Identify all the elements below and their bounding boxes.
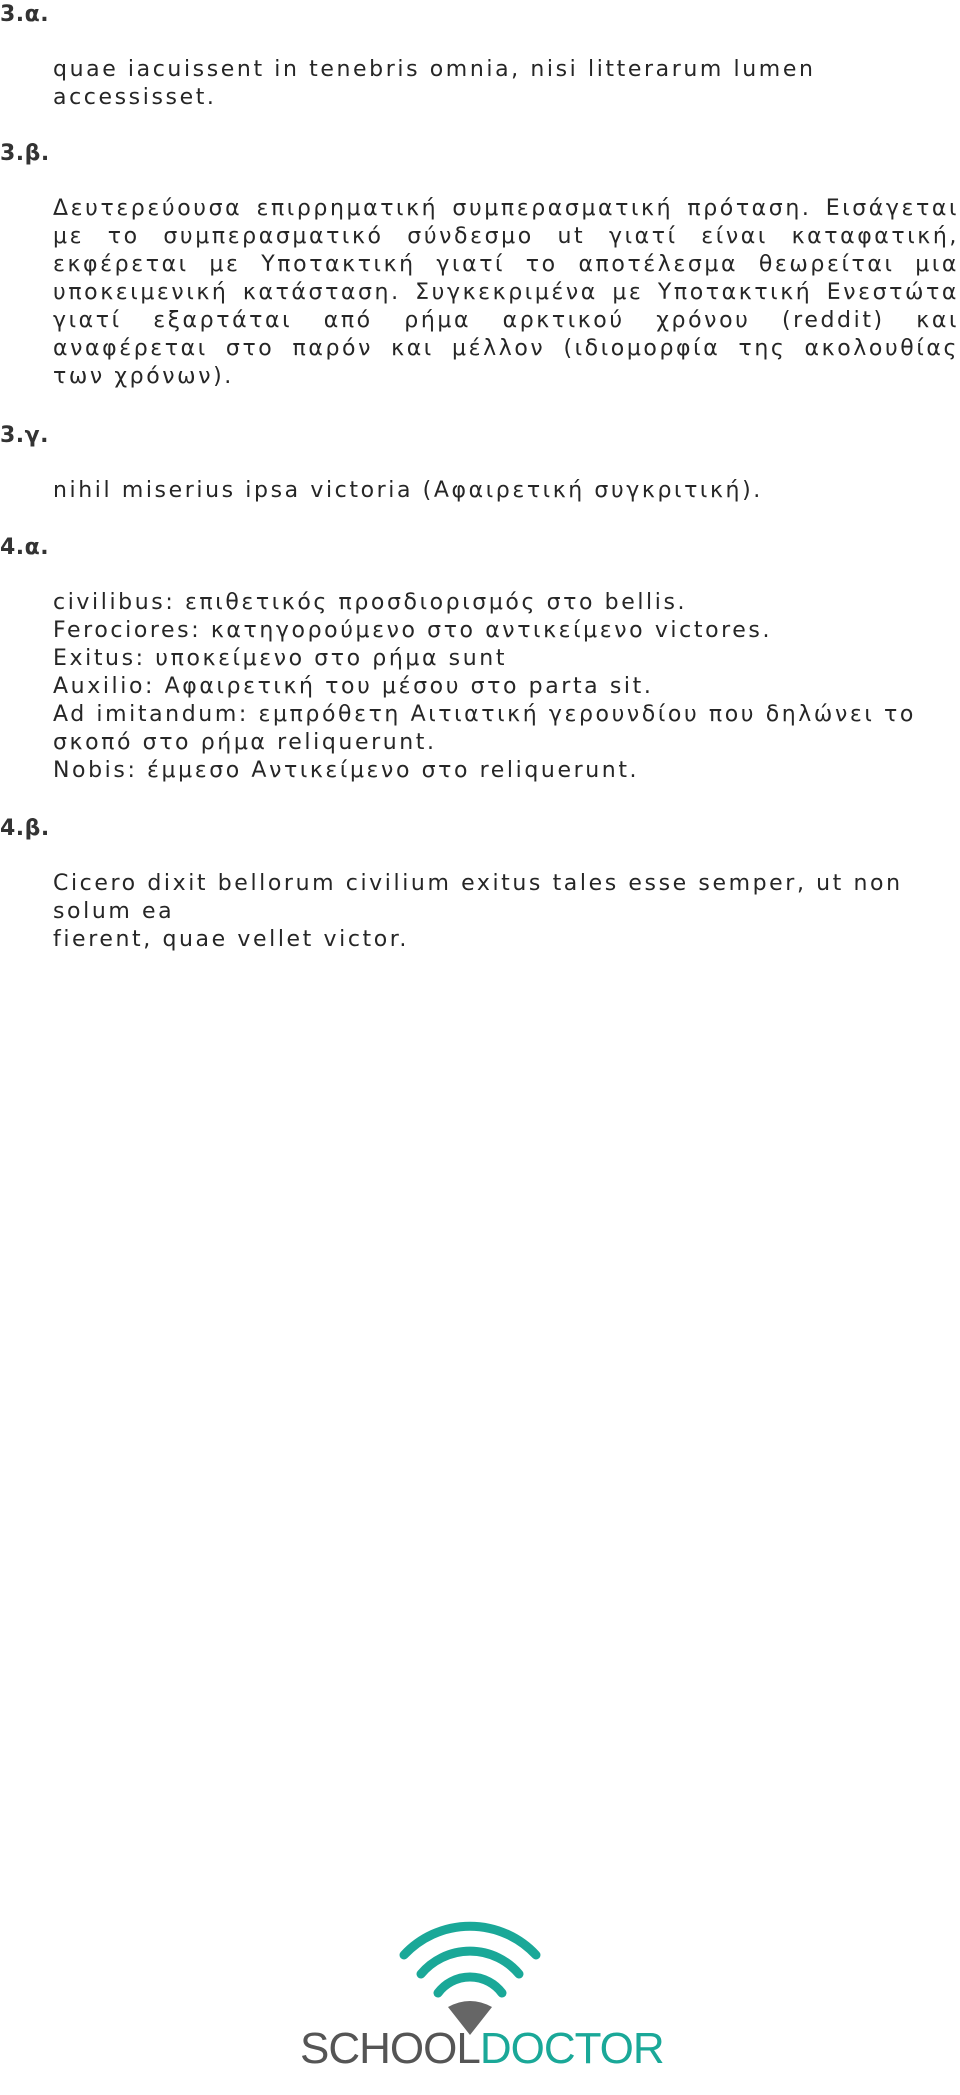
paragraph-4b bbox=[53, 870, 959, 954]
paragraph-line: accessisset. bbox=[53, 85, 217, 110]
schooldoctor-logo bbox=[300, 1895, 664, 2095]
paragraph-line: quae iacuissent in tenebris omnia, nisi litterarum lumen bbox=[53, 57, 816, 82]
paragraph-line: γιατί εξαρτάται από ρήμα αρκτικού χρόνου (reddit) και bbox=[53, 308, 959, 333]
paragraph-line: Δευτερεύουσα επιρρηματική συμπερασματική πρόταση. Εισάγεται bbox=[53, 196, 959, 221]
logo-text-doctor: DOCTOR bbox=[479, 2024, 664, 2073]
section-label-3c: 3.γ. bbox=[0, 423, 50, 448]
paragraph-3b bbox=[53, 195, 959, 391]
paragraph-line: Ad imitandum: εμπρόθετη Αιτιατική γερουνδίου που δηλώνει το bbox=[53, 702, 916, 727]
section-label-4b: 4.β. bbox=[0, 816, 50, 841]
paragraph-line: αναφέρεται στο παρόν και μέλλον (ιδιομορφία της ακολουθίας bbox=[53, 336, 959, 361]
paragraph-line: Ferociores: κατηγορούμενο στο αντικείμενο victores. bbox=[53, 618, 773, 643]
section-label-3b: 3.β. bbox=[0, 141, 50, 166]
section-label-4a: 4.α. bbox=[0, 535, 50, 560]
paragraph-line: Nobis: έμμεσο Αντικείμενο στο reliquerunt. bbox=[53, 758, 640, 783]
paragraph-line: υποκειμενική κατάσταση. Συγκεκριμένα με Υποτακτική Ενεστώτα bbox=[53, 280, 959, 305]
paragraph-line: σκοπό στο ρήμα reliquerunt. bbox=[53, 730, 437, 755]
paragraph-line: fierent, quae vellet victor. bbox=[53, 927, 410, 952]
paragraph-3a bbox=[53, 56, 959, 112]
logo-wordmark bbox=[300, 2024, 664, 2073]
paragraph-line: civilibus: επιθετικός προσδιορισμός στο bellis. bbox=[53, 590, 688, 615]
paragraph-line: Auxilio: Αφαιρετική του μέσου στο parta sit. bbox=[53, 674, 654, 699]
section-label-3a: 3.α. bbox=[0, 2, 50, 27]
paragraph-line: solum ea bbox=[53, 899, 175, 924]
paragraph-line: των χρόνων). bbox=[53, 364, 234, 389]
paragraph-line: με το συμπερασματικό σύνδεσμο ut γιατί είναι καταφατική, bbox=[53, 224, 959, 249]
logo-text-school: SCHOOL bbox=[300, 2024, 480, 2073]
paragraph-line: Cicero dixit bellorum civilium exitus tales esse semper, ut non bbox=[53, 871, 903, 896]
paragraph-line: Exitus: υποκείμενο στο ρήμα sunt bbox=[53, 646, 508, 671]
paragraph-line: nihil miserius ipsa victoria (Αφαιρετική συγκριτική). bbox=[53, 478, 763, 503]
paragraph-4a bbox=[53, 589, 959, 785]
paragraph-line: εκφέρεται με Υποτακτική γιατί το αποτέλεσμα θεωρείται μια bbox=[53, 252, 959, 277]
paragraph-3c bbox=[53, 477, 959, 505]
